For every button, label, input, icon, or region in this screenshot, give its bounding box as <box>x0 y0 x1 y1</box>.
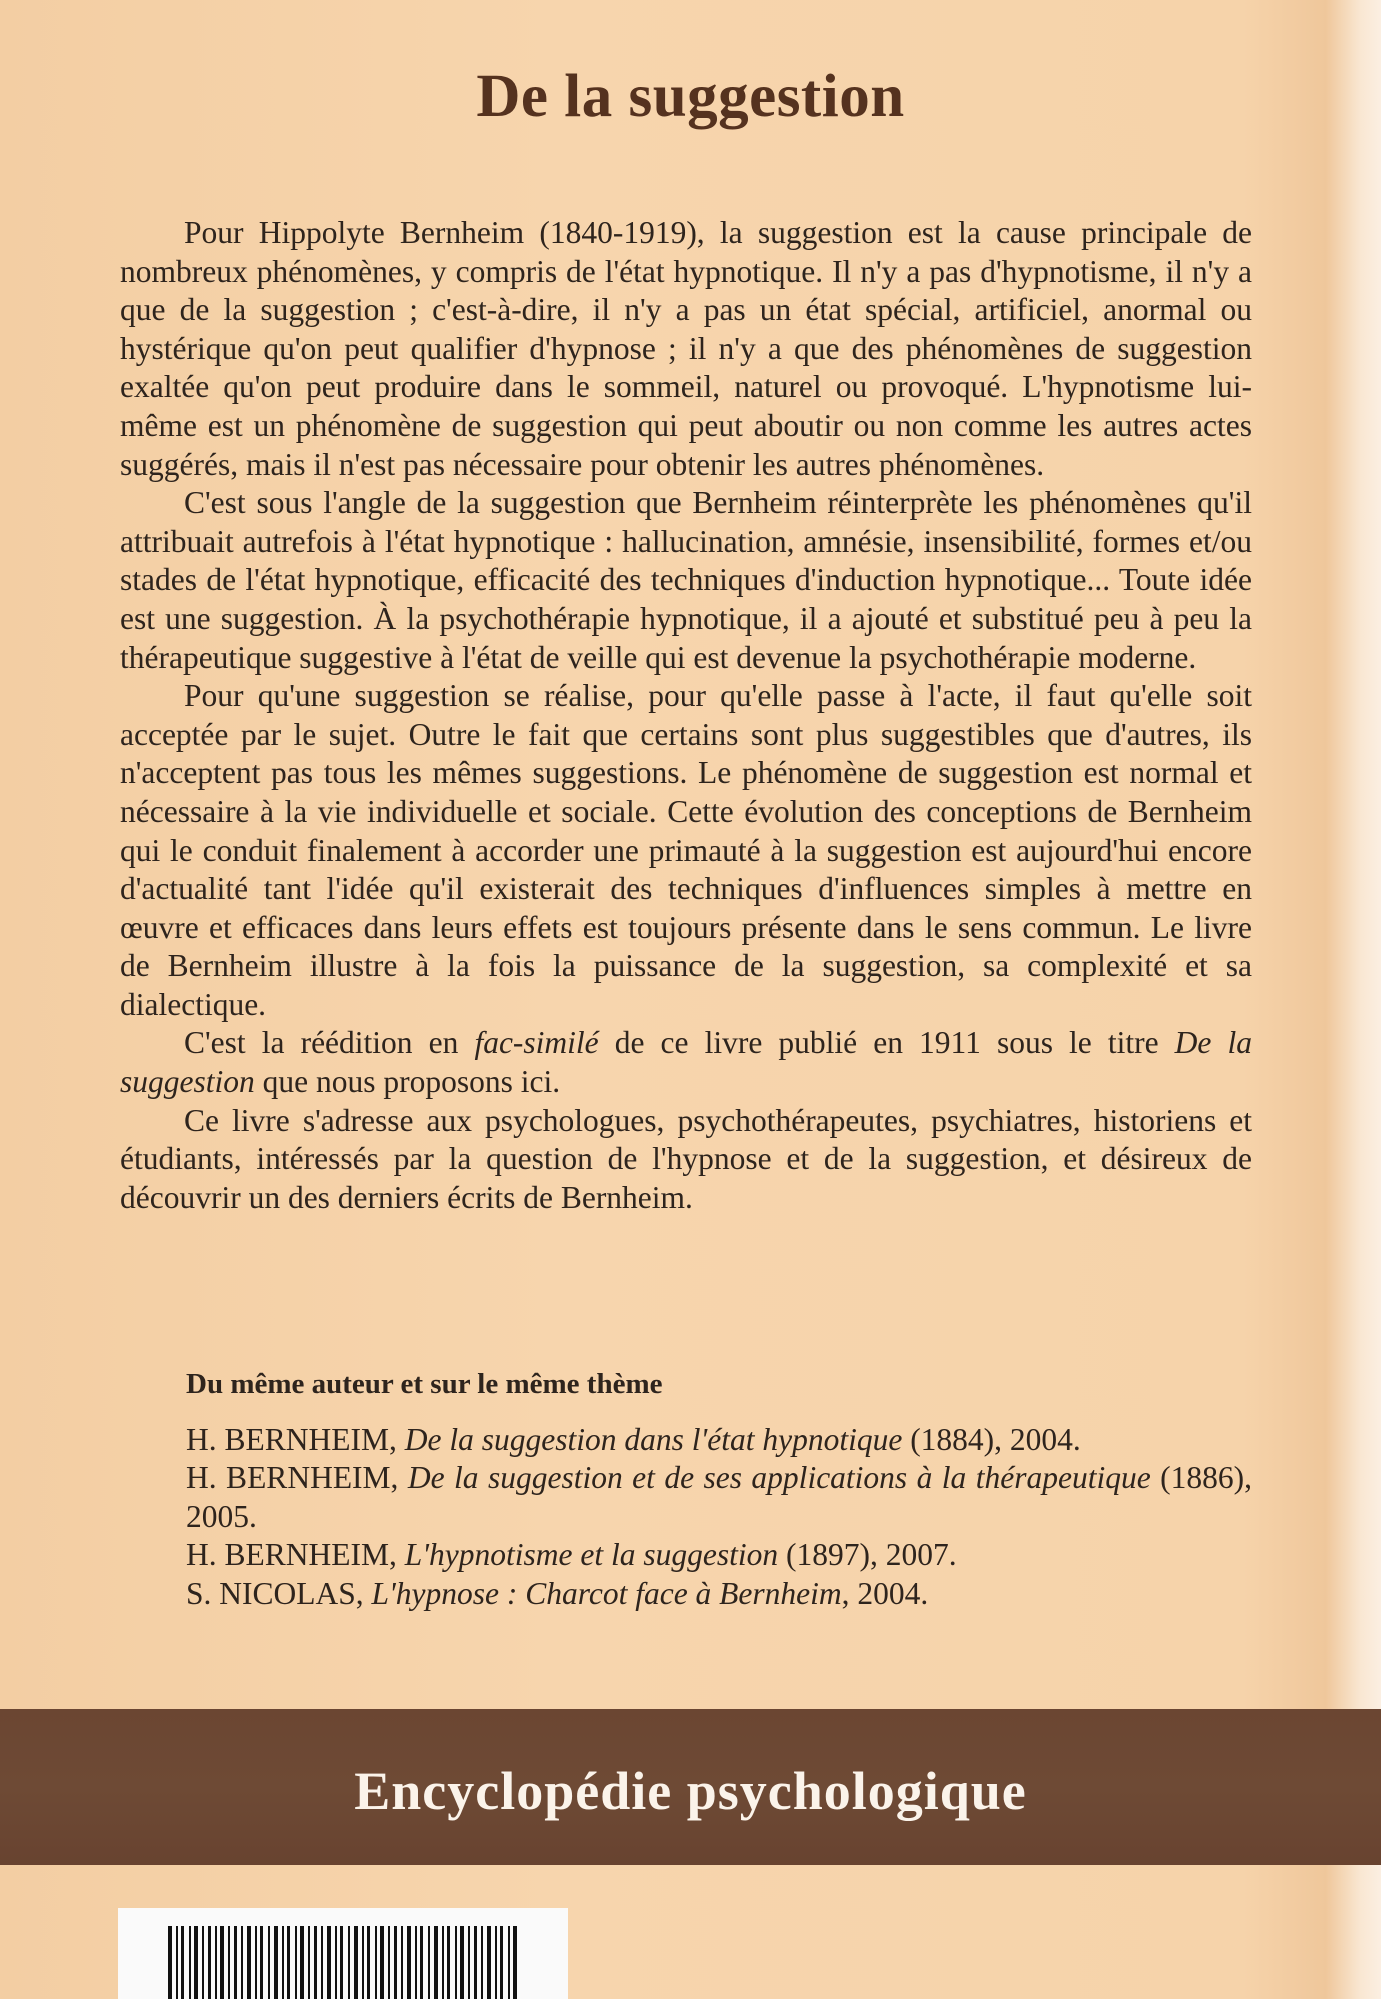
reference-title: De la suggestion et de ses applications à la thérapeutique <box>407 1460 1151 1496</box>
blurb-paragraph: Pour qu'une suggestion se réalise, pour qu'elle passe à l'acte, il faut qu'elle soit acceptée par le sujet. Outre le fait que certains sont plus suggestibles que d'autres, ils n'acceptent pas tous les mêmes suggestions. Le phénomène de suggestion est normal et nécessaire à la vie individuelle et sociale. Cette évolution des conceptions de Bernheim qui le conduit finalement à accorder une primauté à la suggestion est aujourd'hui encore d'actualité tant l'idée qu'il existerait des techniques d'influences simples à mettre en œuvre et efficaces dans leurs effets est toujours présente dans le sens commun. Le livre de Bernheim illustre à la fois la puissance de la suggestion, sa complexité et sa dialectique. <box>120 678 1252 1022</box>
blurb-paragraph: C'est sous l'angle de la suggestion que Bernheim réinterprète les phénomènes qu'il attribuait autrefois à l'état hypnotique : hallucination, amnésie, insensibilité, formes et/ou stades de l'état hypnotique, efficacité des techniques d'induction hypnotique... Toute idée est une suggestion. À la psychothérapie hypnotique, il a ajouté et substitué peu à peu la thérapeutique suggestive à l'état de veille qui est devenue la psychothérapie moderne. <box>120 485 1252 675</box>
reedition-paragraph <box>120 1024 1252 1101</box>
reedition-text: que nous proposons ici. <box>254 1064 561 1100</box>
reference-title: De la suggestion dans l'état hypnotique <box>404 1422 903 1457</box>
reference-author: H. BERNHEIM, <box>186 1537 405 1573</box>
audience-paragraph: Ce livre s'adresse aux psychologues, psychothérapeutes, psychiatres, historiens et étudiants, intéressés par la question de l'hypnose et de la suggestion, et désireux de découvrir un des derniers écrits de Bernheim. <box>120 1102 1252 1215</box>
reedition-book-title: De la suggestion <box>120 1025 1252 1100</box>
reference-item <box>186 1459 1252 1536</box>
reference-list <box>186 1421 1252 1613</box>
reference-item <box>186 1575 1252 1613</box>
reference-title: L'hypnotisme et la suggestion <box>404 1537 779 1573</box>
reedition-text: de ce livre publié en 1911 sous le titre <box>598 1025 1175 1061</box>
reference-details: (1886), 2005. <box>186 1460 1252 1534</box>
reference-details: (1884), 2004. <box>902 1422 1081 1457</box>
reference-author: S. NICOLAS, <box>186 1575 372 1611</box>
reference-details: (1897), 2007. <box>778 1537 957 1573</box>
reference-item <box>186 1536 1252 1574</box>
blurb <box>120 214 1252 1217</box>
reedition-emphasis: fac-similé <box>474 1025 599 1061</box>
reference-author: H. BERNHEIM, <box>186 1422 405 1457</box>
reference-author: H. BERNHEIM, <box>186 1460 408 1496</box>
blurb-paragraph: Pour Hippolyte Bernheim (1840-1919), la suggestion est la cause principale de nombreux phénomènes, y compris de l'état hypnotique. Il n'y a pas d'hypnotisme, il n'y a que de la suggestion ; c'est-à-dire, il n'y a pas un état spécial, artificiel, anormal ou hystérique qu'on peut qualifier d'hypnose ; il n'y a que des phénomènes de suggestion exaltée qu'on peut produire dans le sommeil, naturel ou provoqué. L'hypnotisme lui-même est un phénomène de suggestion qui peut aboutir ou non comme les autres actes suggérés, mais il n'est pas nécessaire pour obtenir les autres phénomènes. <box>120 215 1252 482</box>
series-name: Encyclopédie psychologique <box>354 1761 1027 1821</box>
reference-item <box>186 1421 1252 1459</box>
page-title: De la suggestion <box>476 63 905 130</box>
see-also-heading: Du même auteur et sur le même thème <box>186 1368 663 1400</box>
reference-details: , 2004. <box>841 1575 929 1611</box>
reference-title: L'hypnose : Charcot face à Bernheim <box>371 1575 842 1611</box>
barcode-graphic <box>168 1926 518 1999</box>
barcode-label <box>118 1908 568 1999</box>
reedition-text: C'est la réédition en <box>184 1025 475 1061</box>
